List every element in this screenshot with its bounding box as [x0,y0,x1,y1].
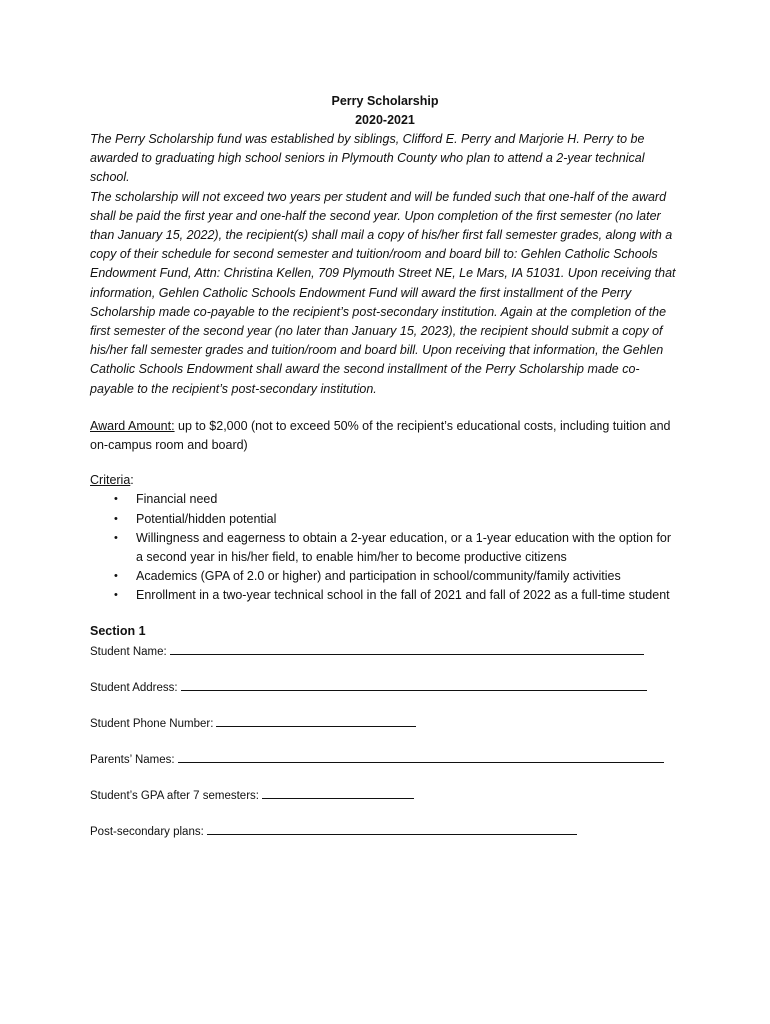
list-item [90,490,680,509]
post-secondary-blank[interactable] [207,823,577,835]
parents-names-blank[interactable] [178,751,664,763]
document-years: 2020-2021 [355,113,415,127]
student-phone-field[interactable] [90,715,680,732]
award-amount [90,417,680,455]
criteria-heading [90,471,680,490]
section-title: Section 1 [90,623,146,638]
criteria-label: Criteria [90,473,131,488]
bullet-icon: • [114,531,118,544]
document-title: Perry Scholarship [331,94,439,108]
list-item [90,567,680,586]
student-address-field[interactable] [90,679,680,696]
award-amount-label: Award Amount: [90,418,175,433]
bullet-icon: • [114,570,118,583]
student-address-blank[interactable] [181,679,647,691]
criteria-item-text: Academics (GPA of 2.0 or higher) and participation in school/community/family activities [136,569,621,584]
intro-paragraph-1: The Perry Scholarship fund was established by siblings, Clifford E. Perry and Marjorie H. Perry to be awarded to graduating high school seniors in Plymouth County who plan to attend a 2-year technical school. [90,132,645,185]
criteria-item-text: Financial need [136,492,218,507]
criteria-colon: : [130,473,134,488]
criteria-item-text: Willingness and eagerness to obtain a 2-year education, or a 1-year education with the option for a second year in his/her field, to enable him/her to become productive citizens [136,530,672,565]
student-gpa-field[interactable] [90,787,680,804]
parents-names-label: Parents’ Names: [90,753,175,766]
student-name-field[interactable] [90,643,680,660]
parents-names-field[interactable] [90,751,680,768]
criteria-item-text: Enrollment in a two-year technical school in the fall of 2021 and fall of 2022 as a full-time student [136,588,670,603]
student-name-blank[interactable] [170,643,644,655]
list-item [90,510,680,529]
student-name-label: Student Name: [90,645,167,658]
document-page [90,92,680,840]
criteria-item-text: Potential/hidden potential [136,511,277,526]
bullet-icon: • [114,589,118,602]
intro-paragraph-2: The scholarship will not exceed two years per student and will be funded such that one-half of the award shall be paid the first year and one-half the second year. Upon completion of the first semester (no later than January 15, 2022), the recipient(s) shall mail a copy of his/her first fall semester grades, along with a copy of their schedule for second semester and tuition/room and board bill to: Gehlen Catholic Schools Endowment Fund, Attn: Christina Kellen, 709 Plymouth Street NE, Le Mars, IA 51031. Upon receiving that information, Gehlen Catholic Schools Endowment Fund will award the first installment of the Perry Scholarship made co-payable to the recipient’s post-secondary institution. Again at the completion of the first semester of the second year (no later than January 15, 2023), the recipient should submit a copy of his/her fall semester grades and tuition/room and board bill. Upon receiving that information, the Gehlen Catholic Schools Endowment shall award the second installment of the Perry Scholarship made co-payable to the recipient’s post-secondary institution. [90,189,676,396]
student-phone-blank[interactable] [216,715,416,727]
bullet-icon: • [114,512,118,525]
student-gpa-label: Student’s GPA after 7 semesters: [90,789,259,802]
bullet-icon: • [114,493,118,506]
award-amount-text: up to $2,000 (not to exceed 50% of the recipient’s educational costs, including tuition and on-campus room and board) [90,418,671,453]
student-gpa-blank[interactable] [262,787,414,799]
list-item [90,586,680,605]
criteria-list [90,490,680,605]
list-item [90,529,680,567]
student-address-label: Student Address: [90,681,178,694]
post-secondary-field[interactable] [90,823,680,840]
post-secondary-label: Post-secondary plans: [90,825,204,838]
student-phone-label: Student Phone Number: [90,717,214,730]
